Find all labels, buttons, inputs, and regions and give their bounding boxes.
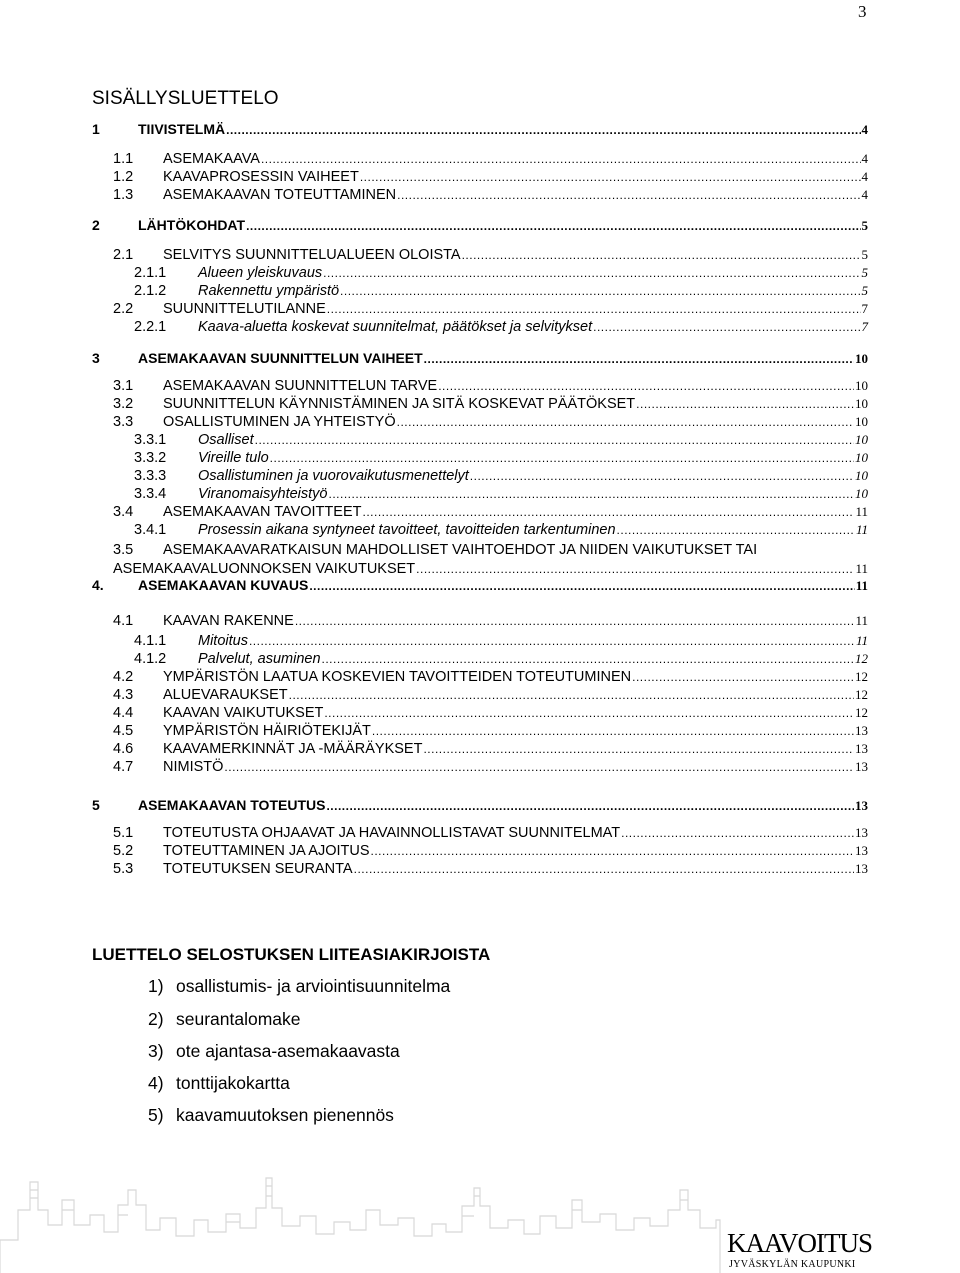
toc-entry-title: Rakennettu ympäristö [198, 283, 340, 299]
toc-entry-page: 4 [861, 151, 868, 166]
toc-entry[interactable] [113, 168, 868, 186]
toc-entry-number: 3.5 [113, 542, 134, 558]
toc-entry-title: Kaava-aluetta koskevat suunnitelmat, päätökset ja selvitykset [198, 319, 593, 335]
toc-entry-page: 11 [855, 633, 868, 648]
toc-entry-title: ASEMAKAAVAN SUUNNITTELUN TARVE [163, 378, 438, 394]
toc-entry[interactable] [134, 449, 868, 467]
toc-entry-page: 7 [861, 301, 868, 316]
toc-entry-title: OSALLISTUMINEN JA YHTEISTYÖ [163, 414, 396, 430]
toc-entry-number: 3.4.1 [134, 522, 167, 538]
toc-entry-title: TOTEUTTAMINEN JA AJOITUS [163, 843, 370, 859]
attachment-number: 4) [148, 1073, 164, 1093]
toc-entry-number: 3.2 [113, 396, 134, 412]
toc-entry-title: ASEMAKAAVA [163, 151, 260, 167]
toc-leader-dots [424, 350, 854, 368]
toc-entry-number: 4.4 [113, 705, 134, 721]
attachment-item [148, 1073, 290, 1094]
toc-entry-title: ALUEVARAUKSET [163, 687, 288, 703]
toc-entry-title: ASEMAKAAVAN KUVAUS [138, 577, 309, 593]
toc-leader-dots [636, 395, 854, 413]
toc-entry[interactable] [113, 300, 868, 318]
toc-entry-number: 3.4 [113, 504, 134, 520]
toc-entry[interactable] [113, 668, 868, 686]
toc-entry[interactable] [113, 186, 868, 204]
toc-entry-number: 5.1 [113, 825, 134, 841]
toc-leader-dots [593, 318, 860, 336]
toc-entry-page: 13 [855, 723, 868, 738]
toc-entry-title: TIIVISTELMÄ [138, 121, 226, 137]
toc-entry-title: ASEMAKAAVAN SUUNNITTELUN VAIHEET [138, 350, 423, 366]
attachment-item [148, 1105, 394, 1126]
toc-entry-title: Palvelut, asuminen [198, 651, 321, 667]
toc-entry-number: 4.3 [113, 687, 134, 703]
kaavoitus-logo: KAAVOITUS [727, 1228, 873, 1258]
toc-entry-title: ASEMAKAAVARATKAISUN MAHDOLLISET VAIHTOEHDOT JA NIIDEN VAIKUTUKSET TAI [163, 542, 758, 558]
attachment-text: osallistumis- ja arviointisuunnitelma [176, 976, 451, 996]
toc-entry[interactable] [113, 377, 868, 395]
toc-leader-dots [617, 521, 855, 539]
toc-entry-page: 13 [855, 798, 868, 813]
toc-entry[interactable] [92, 120, 868, 139]
toc-entry-page: 10 [855, 378, 868, 393]
toc-entry[interactable] [134, 521, 868, 539]
toc-entry-page: 4 [861, 187, 868, 202]
toc-leader-dots [621, 824, 854, 842]
toc-entry-number: 4.6 [113, 741, 134, 757]
toc-entry-page: 12 [855, 669, 868, 684]
toc-leader-dots [397, 413, 854, 431]
toc-entry-title: TOTEUTUKSEN SEURANTA [163, 861, 353, 877]
toc-entry-page: 4 [861, 122, 868, 137]
toc-entry-title-continued: ASEMAKAAVALUONNOKSEN VAIKUTUKSET [113, 561, 416, 577]
attachment-text: ote ajantasa-asemakaavasta [176, 1041, 400, 1061]
toc-entry-number: 4.1.2 [134, 651, 167, 667]
toc-entry-page: 12 [855, 705, 868, 720]
toc-entry[interactable] [92, 576, 868, 595]
toc-leader-dots [261, 150, 861, 168]
toc-leader-dots [438, 377, 854, 395]
toc-entry-page: 5 [861, 265, 868, 280]
toc-leader-dots [249, 632, 855, 650]
toc-leader-dots [246, 217, 860, 235]
toc-entry[interactable] [113, 686, 868, 704]
toc-entry-number: 3.3.1 [134, 432, 167, 448]
toc-entry-page: 11 [855, 613, 868, 628]
toc-entry-number: 5 [92, 797, 100, 813]
toc-entry[interactable] [92, 796, 868, 815]
toc-leader-dots [423, 740, 854, 758]
toc-entry-page: 10 [855, 396, 868, 411]
toc-entry[interactable] [134, 264, 868, 282]
toc-entry-title: ASEMAKAAVAN TAVOITTEET [163, 504, 362, 520]
toc-leader-dots [397, 186, 860, 204]
toc-entry-number: 3.3.4 [134, 486, 167, 502]
toc-entry[interactable] [134, 467, 868, 485]
toc-entry-number: 3.3.3 [134, 468, 167, 484]
toc-entry-page: 5 [861, 247, 868, 262]
toc-entry[interactable] [113, 704, 868, 722]
toc-entry-page: 7 [861, 319, 868, 334]
toc-leader-dots [372, 722, 854, 740]
toc-entry-number: 4. [92, 577, 104, 593]
toc-entry[interactable] [113, 246, 868, 264]
attachment-text: tonttijakokartta [176, 1073, 290, 1093]
toc-leader-dots [295, 612, 855, 630]
toc-leader-dots [327, 300, 861, 318]
toc-entry-number: 4.1.1 [134, 633, 167, 649]
toc-leader-dots [632, 668, 854, 686]
toc-entry-title: NIMISTÖ [163, 759, 224, 775]
toc-entry-page: 11 [855, 522, 868, 537]
toc-entry[interactable] [113, 395, 868, 413]
toc-entry[interactable] [134, 650, 868, 668]
toc-entry[interactable] [113, 503, 868, 521]
toc-entry-number: 2.1.1 [134, 265, 167, 281]
toc-entry[interactable] [134, 431, 868, 449]
toc-entry-number: 5.2 [113, 843, 134, 859]
toc-entry-number: 5.3 [113, 861, 134, 877]
toc-entry-number: 1 [92, 121, 100, 137]
toc-entry-number: 3 [92, 350, 100, 366]
toc-leader-dots [323, 264, 860, 282]
toc-entry-page: 10 [855, 450, 868, 465]
toc-leader-dots [322, 650, 854, 668]
toc-leader-dots [289, 686, 854, 704]
toc-entry-number: 4.1 [113, 613, 134, 629]
toc-entry-number: 2.2 [113, 301, 134, 317]
toc-entry-title: Prosessin aikana syntyneet tavoitteet, tavoitteiden tarkentuminen [198, 522, 616, 538]
toc-entry-page: 12 [855, 687, 868, 702]
toc-entry[interactable] [113, 824, 868, 842]
attachment-item [148, 1041, 400, 1062]
toc-entry[interactable] [92, 349, 868, 368]
toc-entry-page: 13 [855, 759, 868, 774]
toc-title: SISÄLLYSLUETTELO [92, 88, 279, 109]
toc-entry[interactable] [113, 413, 868, 431]
toc-leader-dots [462, 246, 861, 264]
toc-entry-number: 3.3 [113, 414, 134, 430]
toc-entry-page: 11 [855, 504, 868, 519]
attachment-item [148, 976, 450, 997]
toc-entry-number: 4.2 [113, 669, 134, 685]
toc-entry[interactable] [113, 541, 868, 559]
toc-entry-page: 10 [855, 468, 868, 483]
toc-entry[interactable] [113, 740, 868, 758]
toc-entry-title: Vireille tulo [198, 450, 269, 466]
toc-entry-title: Osalliset [198, 432, 254, 448]
toc-entry-page: 5 [861, 283, 868, 298]
toc-entry[interactable] [134, 632, 868, 650]
toc-entry-page: 12 [855, 651, 868, 666]
toc-leader-dots [360, 168, 861, 186]
toc-entry-title: LÄHTÖKOHDAT [138, 217, 246, 233]
page-number: 3 [858, 2, 867, 21]
toc-entry-title: Alueen yleiskuvaus [198, 265, 323, 281]
attachment-number: 5) [148, 1105, 164, 1125]
toc-entry-title: KAAVAN RAKENNE [163, 613, 294, 629]
toc-entry-page: 4 [861, 169, 868, 184]
attachment-number: 2) [148, 1009, 164, 1029]
toc-leader-dots [224, 758, 854, 776]
attachment-number: 3) [148, 1041, 164, 1061]
toc-leader-dots [340, 282, 860, 300]
toc-entry-number: 2.1.2 [134, 283, 167, 299]
toc-entry-title: Viranomaisyhteistyö [198, 486, 328, 502]
toc-leader-dots [324, 704, 854, 722]
toc-entry[interactable] [113, 842, 868, 860]
attachment-item [148, 1009, 301, 1030]
toc-entry-number: 3.3.2 [134, 450, 167, 466]
toc-entry-page: 13 [855, 843, 868, 858]
toc-entry-page: 10 [855, 414, 868, 429]
toc-entry[interactable] [113, 722, 868, 740]
toc-leader-dots [255, 431, 854, 449]
toc-entry-title: ASEMAKAAVAN TOTEUTTAMINEN [163, 187, 397, 203]
toc-entry-title: SELVITYS SUUNNITTELUALUEEN OLOISTA [163, 247, 461, 263]
toc-entry-title: SUUNNITTELUTILANNE [163, 301, 326, 317]
toc-entry-page: 13 [855, 861, 868, 876]
toc-leader-dots [309, 577, 854, 595]
toc-entry[interactable] [113, 860, 868, 878]
toc-entry-page: 10 [855, 351, 868, 366]
attachments-title: LUETTELO SELOSTUKSEN LIITEASIAKIRJOISTA [92, 945, 491, 964]
toc-leader-dots [326, 797, 854, 815]
toc-leader-dots [371, 842, 854, 860]
toc-entry-title: Osallistuminen ja vuorovaikutusmenettelyt [198, 468, 469, 484]
toc-entry-title: ASEMAKAAVAN TOTEUTUS [138, 797, 326, 813]
toc-entry-title: YMPÄRISTÖN HÄIRIÖTEKIJÄT [163, 723, 371, 739]
toc-entry-title: TOTEUTUSTA OHJAAVAT JA HAVAINNOLLISTAVAT SUUNNITELMAT [163, 825, 621, 841]
toc-entry[interactable] [113, 612, 868, 630]
toc-entry-page: 13 [855, 741, 868, 756]
toc-entry-number: 2.2.1 [134, 319, 167, 335]
toc-entry[interactable] [134, 282, 868, 300]
toc-entry-page: 11 [855, 578, 868, 593]
toc-entry-number: 1.1 [113, 151, 134, 167]
toc-entry-title: Mitoitus [198, 633, 248, 649]
logo-subtitle: JYVÄSKYLÄN KAUPUNKI [729, 1259, 856, 1270]
toc-entry-title: KAAVAN VAIKUTUKSET [163, 705, 324, 721]
toc-leader-dots [270, 449, 854, 467]
toc-entry[interactable] [113, 758, 868, 776]
toc-leader-dots [226, 121, 860, 139]
toc-leader-dots [470, 467, 854, 485]
toc-entry-number: 2 [92, 217, 100, 233]
toc-entry-title: YMPÄRISTÖN LAATUA KOSKEVIEN TAVOITTEIDEN TOTEUTUMINEN [163, 669, 632, 685]
toc-entry-title: KAAVAPROSESSIN VAIHEET [163, 169, 359, 185]
toc-entry-number: 4.5 [113, 723, 134, 739]
skyline-outline [0, 1178, 720, 1273]
toc-entry-title: SUUNNITTELUN KÄYNNISTÄMINEN JA SITÄ KOSKEVAT PÄÄTÖKSET [163, 396, 636, 412]
toc-leader-dots [354, 860, 854, 878]
toc-entry-page: 13 [855, 825, 868, 840]
toc-entry-number: 1.3 [113, 187, 134, 203]
toc-entry-page: 10 [855, 486, 868, 501]
toc-entry[interactable] [134, 485, 868, 503]
toc-entry-number: 3.1 [113, 378, 134, 394]
toc-leader-dots [329, 485, 855, 503]
attachment-number: 1) [148, 976, 164, 996]
toc-entry[interactable] [134, 318, 868, 336]
toc-entry-page: 5 [861, 218, 868, 233]
attachment-text: seurantalomake [176, 1009, 301, 1029]
toc-entry[interactable] [92, 216, 868, 235]
toc-entry-title: KAAVAMERKINNÄT JA -MÄÄRÄYKSET [163, 741, 423, 757]
toc-entry-number: 2.1 [113, 247, 134, 263]
toc-entry[interactable] [113, 150, 868, 168]
attachment-text: kaavamuutoksen pienennös [176, 1105, 394, 1125]
toc-entry-number: 4.7 [113, 759, 134, 775]
toc-entry-number: 1.2 [113, 169, 134, 185]
toc-entry-page: 10 [855, 432, 868, 447]
toc-entry-page: 11 [855, 561, 868, 576]
toc-leader-dots [362, 503, 854, 521]
